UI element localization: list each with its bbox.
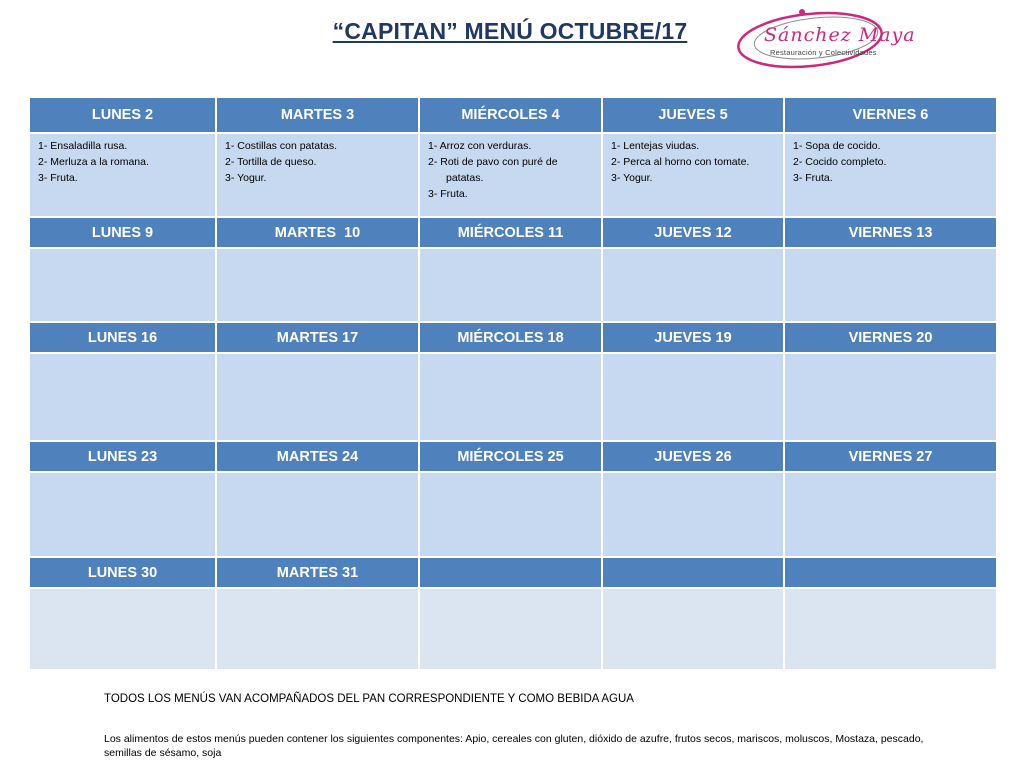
- week-menu-row: [29, 472, 997, 557]
- menu-item: 2- Perca al horno con tomate.: [611, 156, 750, 168]
- menu-item: 3- Fruta.: [428, 188, 468, 200]
- day-header: VIERNES 27: [784, 441, 997, 472]
- menu-item: 3- Fruta.: [38, 172, 78, 184]
- menu-cell: [784, 133, 997, 217]
- menu-cell: [216, 133, 419, 217]
- day-header: LUNES 9: [29, 217, 216, 248]
- menu-cell: [784, 472, 997, 557]
- week-header-row: [29, 322, 997, 353]
- menu-cell: [602, 248, 784, 322]
- menu-cell: [29, 248, 216, 322]
- menu-cell: [602, 353, 784, 441]
- day-header: JUEVES 5: [602, 97, 784, 133]
- day-header: MARTES 3: [216, 97, 419, 133]
- bread-water-note: TODOS LOS MENÚS VAN ACOMPAÑADOS DEL PAN CORRESPONDIENTE Y COMO BEBIDA AGUA: [104, 693, 634, 705]
- day-header: [602, 557, 784, 588]
- week-menu-row: [29, 248, 997, 322]
- menu-item: 2- Tortilla de queso.: [225, 156, 317, 168]
- menu-cell: [602, 588, 784, 670]
- day-header: JUEVES 19: [602, 322, 784, 353]
- menu-item: 1- Arroz con verduras.: [428, 140, 532, 152]
- menu-cell: [602, 133, 784, 217]
- menu-cell: [602, 472, 784, 557]
- menu-cell: [419, 353, 602, 441]
- day-header: JUEVES 12: [602, 217, 784, 248]
- day-header: MIÉRCOLES 11: [419, 217, 602, 248]
- week-header-row: [29, 97, 997, 133]
- menu-calendar-table: [28, 96, 998, 671]
- logo-subtitle: Restauración y Colectividades: [770, 48, 877, 57]
- menu-cell: [216, 353, 419, 441]
- menu-item: 3- Fruta.: [793, 172, 833, 184]
- week-menu-row: [29, 353, 997, 441]
- day-header: JUEVES 26: [602, 441, 784, 472]
- menu-cell: [784, 353, 997, 441]
- week-menu-row: [29, 133, 997, 217]
- logo-name: Sánchez Maya: [764, 24, 916, 46]
- day-header: LUNES 23: [29, 441, 216, 472]
- menu-cell: [419, 248, 602, 322]
- day-header: LUNES 30: [29, 557, 216, 588]
- menu-item: 3- Yogur.: [225, 172, 267, 184]
- page-title: “CAPITAN” MENÚ OCTUBRE/17: [332, 18, 688, 44]
- menu-cell: [784, 248, 997, 322]
- menu-cell: [784, 588, 997, 670]
- menu-cell: [29, 133, 216, 217]
- week-menu-row: [29, 588, 997, 670]
- day-header: MARTES 31: [216, 557, 419, 588]
- day-header: [419, 557, 602, 588]
- day-header: VIERNES 13: [784, 217, 997, 248]
- allergen-note: Los alimentos de estos menús pueden contener los siguientes componentes: Apio, cereales con gluten, dióxido de azufre, frutos secos, mariscos, moluscos, Mostaza, pescado, semillas de sésamo, soja: [104, 733, 924, 759]
- day-header: MIÉRCOLES 18: [419, 322, 602, 353]
- menu-item: 2- Roti de pavo con puré de: [428, 156, 558, 168]
- day-header: MARTES 17: [216, 322, 419, 353]
- menu-item: 2- Merluza a la romana.: [38, 156, 149, 168]
- menu-cell: [216, 588, 419, 670]
- week-header-row: [29, 217, 997, 248]
- day-header: MIÉRCOLES 4: [419, 97, 602, 133]
- menu-item: 1- Sopa de cocido.: [793, 140, 881, 152]
- menu-cell: [29, 472, 216, 557]
- day-header: VIERNES 20: [784, 322, 997, 353]
- day-header: MARTES 24: [216, 441, 419, 472]
- menu-cell: [29, 588, 216, 670]
- day-header: MARTES 10: [216, 217, 419, 248]
- week-header-row: [29, 441, 997, 472]
- week-header-row: [29, 557, 997, 588]
- day-header: [784, 557, 997, 588]
- day-header: LUNES 2: [29, 97, 216, 133]
- menu-item: 1- Costillas con patatas.: [225, 140, 338, 152]
- menu-item: 1- Ensaladilla rusa.: [38, 140, 128, 152]
- menu-cell: [29, 353, 216, 441]
- menu-item: 2- Cocido completo.: [793, 156, 887, 168]
- day-header: MIÉRCOLES 25: [419, 441, 602, 472]
- menu-item: 3- Yogur.: [611, 172, 653, 184]
- menu-item-continuation: patatas.: [446, 172, 484, 184]
- menu-cell: [419, 588, 602, 670]
- menu-cell: [216, 248, 419, 322]
- menu-item: 1- Lentejas viudas.: [611, 140, 700, 152]
- menu-cell: [216, 472, 419, 557]
- menu-cell: [419, 472, 602, 557]
- menu-cell: [419, 133, 602, 217]
- day-header: VIERNES 6: [784, 97, 997, 133]
- day-header: LUNES 16: [29, 322, 216, 353]
